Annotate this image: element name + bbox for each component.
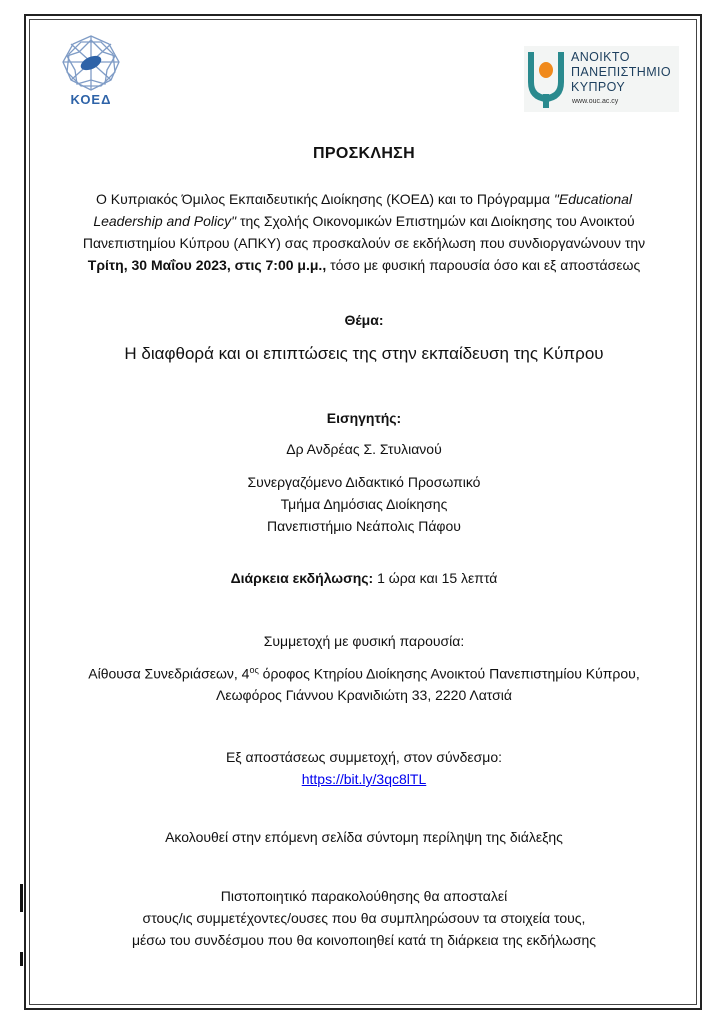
venue-superscript: ος <box>249 665 259 675</box>
page-title: ΠΡΟΣΚΛΗΣΗ <box>313 145 415 162</box>
speaker-label: Εισηγητής: <box>326 410 402 426</box>
program-name-italic: "Educational <box>553 191 633 207</box>
koed-logo-text: ΚΟΕΔ <box>70 92 112 107</box>
physical-participation-label: Συμμετοχή με φυσική παρουσία: <box>263 633 465 649</box>
speaker-role: Συνεργαζόμενο Διδακτικό Προσωπικό <box>247 474 481 490</box>
ouc-logo <box>524 46 679 112</box>
left-edge-mark <box>20 884 23 912</box>
duration-label: Διάρκεια εκδήλωσης: <box>230 570 374 586</box>
summary-note: Ακολουθεί στην επόμενη σελίδα σύντομη περίληψη της διάλεξης <box>165 829 563 845</box>
venue-line <box>34 665 694 682</box>
event-date: Τρίτη, 30 Μαΐου 2023, στις 7:00 μ.μ., <box>87 257 327 273</box>
ouc-logo-line1: ΑΝΟΙΚΤΟ <box>571 50 630 64</box>
remote-link[interactable]: https://bit.ly/3qc8lTL <box>301 771 427 787</box>
ouc-logo-line3: ΚΥΠΡΟΥ <box>571 80 626 94</box>
speaker-name: Δρ Ανδρέας Σ. Στυλιανού <box>286 441 442 457</box>
speaker-department: Τμήμα Δημόσιας Διοίκησης <box>280 496 448 512</box>
remote-participation-label: Εξ αποστάσεως συμμετοχή, στον σύνδεσμο: <box>225 749 503 765</box>
topic-title: Η διαφθορά και οι επιπτώσεις της στην εκπαίδευση της Κύπρου <box>124 344 604 363</box>
ouc-emblem-icon <box>526 48 568 110</box>
intro-paragraph <box>34 188 694 276</box>
page-border-inner <box>29 19 697 1005</box>
intro-text: τόσο με φυσική παρουσία όσο και εξ αποστάσεως <box>326 257 641 273</box>
intro-text: της Σχολής Οικονομικών Επιστημών και Διοίκησης του Ανοικτού <box>236 213 635 229</box>
program-name-italic: Leadership and Policy" <box>93 213 237 229</box>
venue-text: όροφος Κτηρίου Διοίκησης Ανοικτού Πανεπιστημίου Κύπρου, <box>258 665 640 682</box>
intro-text: Ο Κυπριακός Όμιλος Εκπαιδευτικής Διοίκησης (ΚΟΕΔ) και το Πρόγραμμα <box>95 191 554 207</box>
koed-logo <box>58 34 124 107</box>
intro-line-2 <box>34 210 694 232</box>
intro-line-3: Πανεπιστημίου Κύπρου (ΑΠΚΥ) σας προσκαλούν σε εκδήλωση που συνδιοργανώνουν την <box>82 235 646 251</box>
speaker-university: Πανεπιστήμιο Νεάπολις Πάφου <box>267 518 461 534</box>
remote-link-row <box>34 771 694 787</box>
venue-address: Λεωφόρος Γιάννου Κρανιδιώτη 33, 2220 Λατσιά <box>215 687 512 703</box>
intro-line-1 <box>34 188 694 210</box>
venue-text: Αίθουσα Συνεδριάσεων, 4 <box>88 665 250 682</box>
certificate-line-2: στους/ις συμμετέχοντες/ουσες που θα συμπληρώσουν τα στοιχεία τους, <box>142 910 586 926</box>
certificate-line-1: Πιστοποιητικό παρακολούθησης θα αποσταλεί <box>220 888 508 904</box>
duration-value: 1 ώρα και 15 λεπτά <box>373 570 498 586</box>
certificate-line-3: μέσω του συνδέσμου που θα κοινοποιηθεί κατά τη διάρκεια της εκδήλωσης <box>131 932 597 948</box>
koed-emblem-icon <box>59 34 123 92</box>
duration <box>34 570 694 586</box>
left-edge-mark <box>20 952 23 966</box>
ouc-logo-web: www.ouc.ac.cy <box>572 98 619 105</box>
topic-label: Θέμα: <box>344 312 384 328</box>
ouc-logo-line2: ΠΑΝΕΠΙΣΤΗΜΙΟ <box>571 65 672 79</box>
intro-line-4 <box>34 254 694 276</box>
